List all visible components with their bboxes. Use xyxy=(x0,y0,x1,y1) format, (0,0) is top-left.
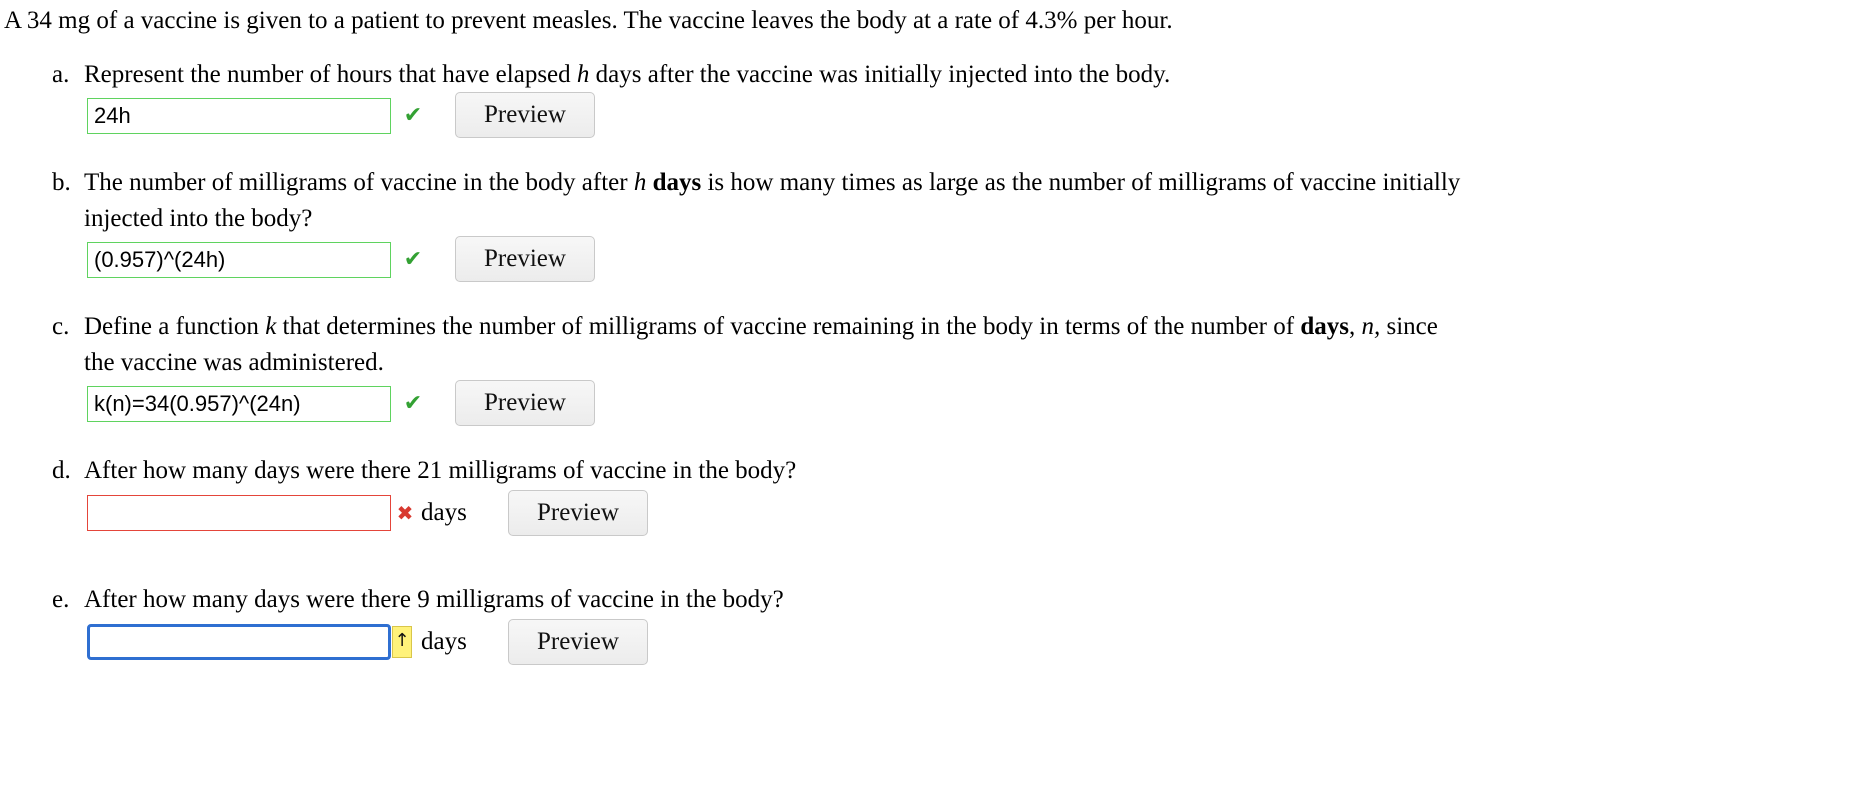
preview-button-a[interactable]: Preview xyxy=(455,92,595,138)
preview-button-d[interactable]: Preview xyxy=(508,490,648,536)
question-c-text-2: that determines the number of milligrams of vaccine remaining in the body in terms of the number of xyxy=(276,313,1301,340)
up-arrow-icon: ↑ xyxy=(392,626,412,658)
question-b-label: b. xyxy=(52,169,71,196)
unit-days: days xyxy=(421,628,467,655)
question-b-line-2: injected into the body? xyxy=(84,205,313,232)
question-a-text-1: Represent the number of hours that have elapsed xyxy=(84,61,577,88)
cross-icon: ✖ xyxy=(396,501,414,525)
question-c-text-1: Define a function xyxy=(84,313,266,340)
answer-b-input[interactable]: (0.957)^(24h) xyxy=(87,242,391,278)
check-icon: ✔ xyxy=(403,247,423,272)
preview-button-e[interactable]: Preview xyxy=(508,619,648,665)
question-d xyxy=(52,453,796,489)
question-b xyxy=(52,165,1460,201)
question-b-text-2: is how many times as large as the number of milligrams of vaccine initially xyxy=(701,169,1461,196)
answer-d-input[interactable] xyxy=(87,495,391,531)
answer-e-input[interactable] xyxy=(87,624,391,660)
check-icon: ✔ xyxy=(403,391,423,416)
answer-a-input[interactable]: 24h xyxy=(87,98,391,134)
question-e-text: After how many days were there 9 milligrams of vaccine in the body? xyxy=(84,586,784,613)
check-icon: ✔ xyxy=(403,103,423,128)
answer-c-input[interactable]: k(n)=34(0.957)^(24n) xyxy=(87,386,391,422)
question-c-label: c. xyxy=(52,313,70,340)
question-d-label: d. xyxy=(52,457,71,484)
question-c-text-3: , xyxy=(1348,313,1362,340)
variable-k: k xyxy=(265,313,277,340)
preview-button-c[interactable]: Preview xyxy=(455,380,595,426)
question-b-text-1: The number of milligrams of vaccine in the body after xyxy=(84,169,634,196)
question-a-text-2: days after the vaccine was initially injected into the body. xyxy=(589,61,1171,88)
question-c-text-4: since xyxy=(1380,313,1438,340)
bold-days: days xyxy=(652,169,702,196)
question-a-label: a. xyxy=(52,61,70,88)
question-c xyxy=(52,309,1438,345)
unit-days: days xyxy=(421,499,467,526)
question-c-line-2: the vaccine was administered. xyxy=(84,349,384,376)
bold-days: days xyxy=(1300,313,1349,340)
variable-h: h xyxy=(633,169,647,196)
question-a xyxy=(52,57,1170,93)
problem-statement: A 34 mg of a vaccine is given to a patient to prevent measles. The vaccine leaves the body at a rate of 4.3% per hour. xyxy=(4,7,1173,34)
variable-h: h xyxy=(576,61,590,88)
question-d-text: After how many days were there 21 milligrams of vaccine in the body? xyxy=(84,457,797,484)
question-e xyxy=(52,582,784,618)
question-e-label: e. xyxy=(52,586,70,613)
preview-button-b[interactable]: Preview xyxy=(455,236,595,282)
variable-n: n, xyxy=(1361,313,1381,340)
